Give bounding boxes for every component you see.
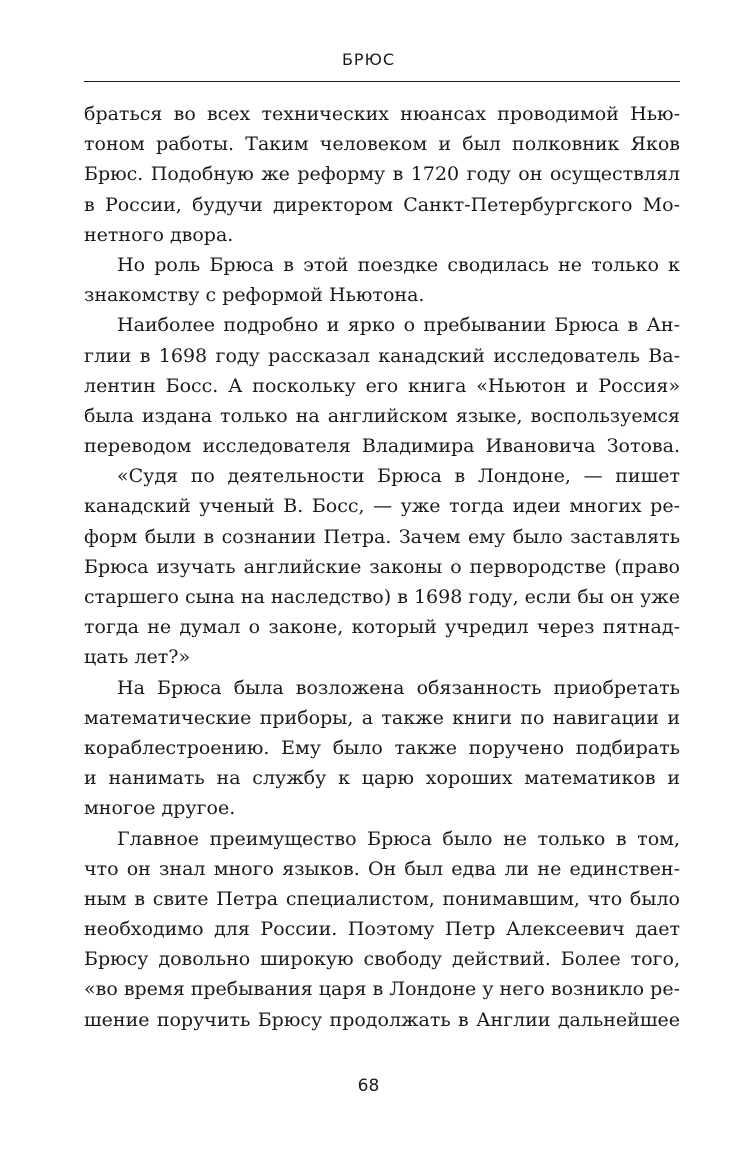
text-line: старшего сына на наследство) в 1698 году, если бы он уже — [84, 586, 680, 608]
text-line: Брюсу довольно широкую свободу действий. Более того, — [84, 948, 680, 971]
text-line: «во время пребывания царя в Лондоне у него возникло ре- — [84, 978, 680, 1001]
header-rule — [84, 81, 680, 82]
text-line: Брюс. Подобную же реформу в 1720 году он осуществлял — [84, 163, 680, 186]
text-line: На Брюса была возложена обязанность приобретать — [117, 676, 680, 699]
text-line: ным в свите Петра специалистом, понимавшим, что было — [84, 887, 680, 910]
text-line: форм были в сознании Петра. Зачем ему было заставлять — [84, 525, 680, 548]
running-title: БРЮС — [341, 50, 396, 69]
text-line: лентин Босс. А поскольку его книга «Ньютон и Россия» — [84, 374, 680, 397]
text-line: канадский ученый В. Босс, — уже тогда идеи многих ре- — [84, 495, 680, 518]
text-line: цать лет?» — [84, 646, 191, 669]
text-line: была издана только на английском языке, воспользуемся — [84, 404, 680, 427]
text-line: и нанимать на службу к царю хороших математиков и — [84, 767, 680, 790]
text-line: Наиболее подробно и ярко о пребывании Брюса в Ан- — [117, 314, 680, 337]
text-line: шение поручить Брюсу продолжать в Англии дальнейшее — [84, 1008, 680, 1031]
text-line: математические приборы, а также книги по навигации и — [84, 706, 680, 729]
text-line: тоном работы. Таким человеком и был полковник Яков — [84, 133, 680, 156]
text-line: необходимо для России. Поэтому Петр Алексеевич дает — [84, 918, 680, 941]
text-line: нетного двора. — [84, 223, 234, 246]
text-line: браться во всех технических нюансах проводимой Нью- — [84, 103, 680, 125]
body-text — [84, 99, 680, 1035]
text-line: Брюса изучать английские законы о первородстве (право — [84, 555, 680, 578]
text-line: знакомству с реформой Ньютона. — [84, 284, 425, 307]
text-line: Главное преимущество Брюса было не только в том, — [117, 827, 680, 850]
text-line: тогда не думал о законе, который учредил через пятнад- — [84, 616, 680, 639]
text-line: Но роль Брюса в этой поездке сводилась не только к — [117, 253, 680, 276]
text-line: глии в 1698 году рассказал канадский исследователь Ва- — [84, 344, 680, 367]
page-number: 68 — [357, 1076, 380, 1096]
text-line: «Судя по деятельности Брюса в Лондоне, — пишет — [117, 465, 680, 488]
text-line: в России, будучи директором Санкт-Петербургского Мо- — [84, 193, 680, 216]
text-line: кораблестроению. Ему было также поручено подбирать — [84, 736, 680, 759]
text-line: многое другое. — [84, 797, 236, 820]
text-line: переводом исследователя Владимира Ивановича Зотова. — [84, 435, 680, 458]
text-line: что он знал много языков. Он был едва ли не единствен- — [84, 857, 680, 880]
